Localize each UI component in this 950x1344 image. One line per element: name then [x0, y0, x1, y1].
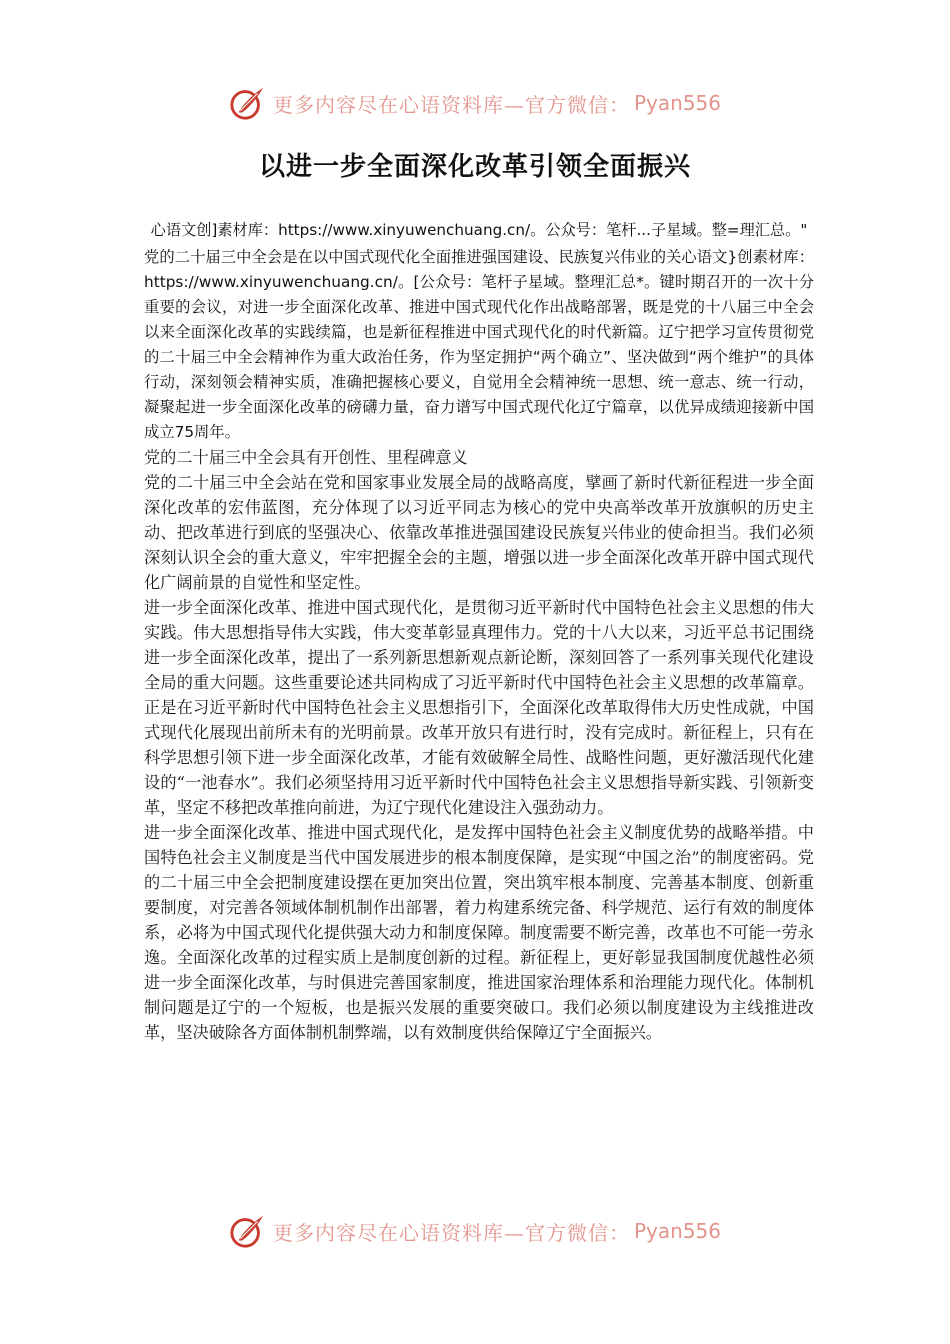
page-title: 以进一步全面深化改革引领全面振兴 — [258, 152, 691, 182]
banner-text: 更多内容尽在心语资料库—官方微信： — [272, 92, 630, 117]
banner-wechat-id: Pyan556 — [633, 1219, 721, 1243]
document-body — [144, 218, 814, 1045]
banner-text: 更多内容尽在心语资料库—官方微信： — [272, 1220, 630, 1245]
intro-paragraph: 党的二十届三中全会是在以中国式现代化全面推进强国建设、民族复兴伟业的关心语文}创素材库：https://www.xinyuwenchuang.cn/。[公众号：笔杆子星域。整理汇总*。键时期召开的一次十分重要的会议，对进一步全面深化改革、推进中国式现代化作出战略部署，既是党的十八届三中全会以来全面深化改革的实践续篇，也是新征程推进中国式现代化的时代新篇。辽宁把学习宣传贯彻党的二十届三中全会精神作为重大政治任务，作为坚定拥护“两个确立”、坚决做到“两个维护”的具体行动，深刻领会精神实质，准确把握核心要义，自觉用全会精神统一思想、统一意志、统一行动，凝聚起进一步全面深化改革的磅礴力量，奋力谱写中国式现代化辽宁篇章，以优异成绩迎接新中国成立75周年。 — [144, 248, 814, 441]
quill-logo-icon — [229, 1212, 267, 1250]
footer-banner — [0, 1208, 950, 1254]
source-note: 心语文创]素材库：https://www.xinyuwenchuang.cn/。公众号：笔杆...子星域。整=理汇总。" — [150, 221, 808, 239]
quill-logo-icon — [229, 84, 267, 122]
body-paragraph: 党的二十届三中全会站在党和国家事业发展全局的战略高度，擘画了新时代新征程进一步全面深化改革的宏伟蓝图，充分体现了以习近平同志为核心的党中央高举改革开放旗帜的历史主动、把改革进行到底的坚强决心、依靠改革推进强国建设民族复兴伟业的使命担当。我们必须深刻认识全会的重大意义，牢牢把握全会的主题，增强以进一步全面深化改革开辟中国式现代化广阔前景的自觉性和坚定性。 — [144, 473, 814, 592]
body-paragraph: 进一步全面深化改革、推进中国式现代化，是贯彻习近平新时代中国特色社会主义思想的伟大实践。伟大思想指导伟大实践，伟大变革彰显真理伟力。党的十八大以来，习近平总书记围绕进一步全面深化改革，提出了一系列新思想新观点新论断，深刻回答了一系列事关现代化建设全局的重大问题。这些重要论述共同构成了习近平新时代中国特色社会主义思想的改革篇章。正是在习近平新时代中国特色社会主义思想指引下，全面深化改革取得伟大历史性成就，中国式现代化展现出前所未有的光明前景。改革开放只有进行时，没有完成时。新征程上，只有在科学思想引领下进一步全面深化改革，才能有效破解全局性、战略性问题，更好激活现代化建设的“一池春水”。我们必须坚持用习近平新时代中国特色社会主义思想指导新实践、引领新变革，坚定不移把改革推向前进，为辽宁现代化建设注入强劲动力。 — [144, 598, 814, 817]
section-heading: 党的二十届三中全会具有开创性、里程碑意义 — [144, 448, 468, 467]
header-banner — [0, 80, 950, 126]
banner-wechat-id: Pyan556 — [633, 91, 721, 115]
body-paragraph: 进一步全面深化改革、推进中国式现代化，是发挥中国特色社会主义制度优势的战略举措。中国特色社会主义制度是当代中国发展进步的根本制度保障，是实现“中国之治”的制度密码。党的二十届三中全会把制度建设摆在更加突出位置，突出筑牢根本制度、完善基本制度、创新重要制度，对完善各领域体制机制作出部署，着力构建系统完备、科学规范、运行有效的制度体系，必将为中国式现代化提供强大动力和制度保障。制度需要不断完善，改革也不可能一劳永逸。全面深化改革的过程实质上是制度创新的过程。新征程上，更好彰显我国制度优越性必须进一步全面深化改革，与时俱进完善国家制度，推进国家治理体系和治理能力现代化。体制机制问题是辽宁的一个短板，也是振兴发展的重要突破口。我们必须以制度建设为主线推进改革，坚决破除各方面体制机制弊端，以有效制度供给保障辽宁全面振兴。 — [144, 823, 814, 1042]
